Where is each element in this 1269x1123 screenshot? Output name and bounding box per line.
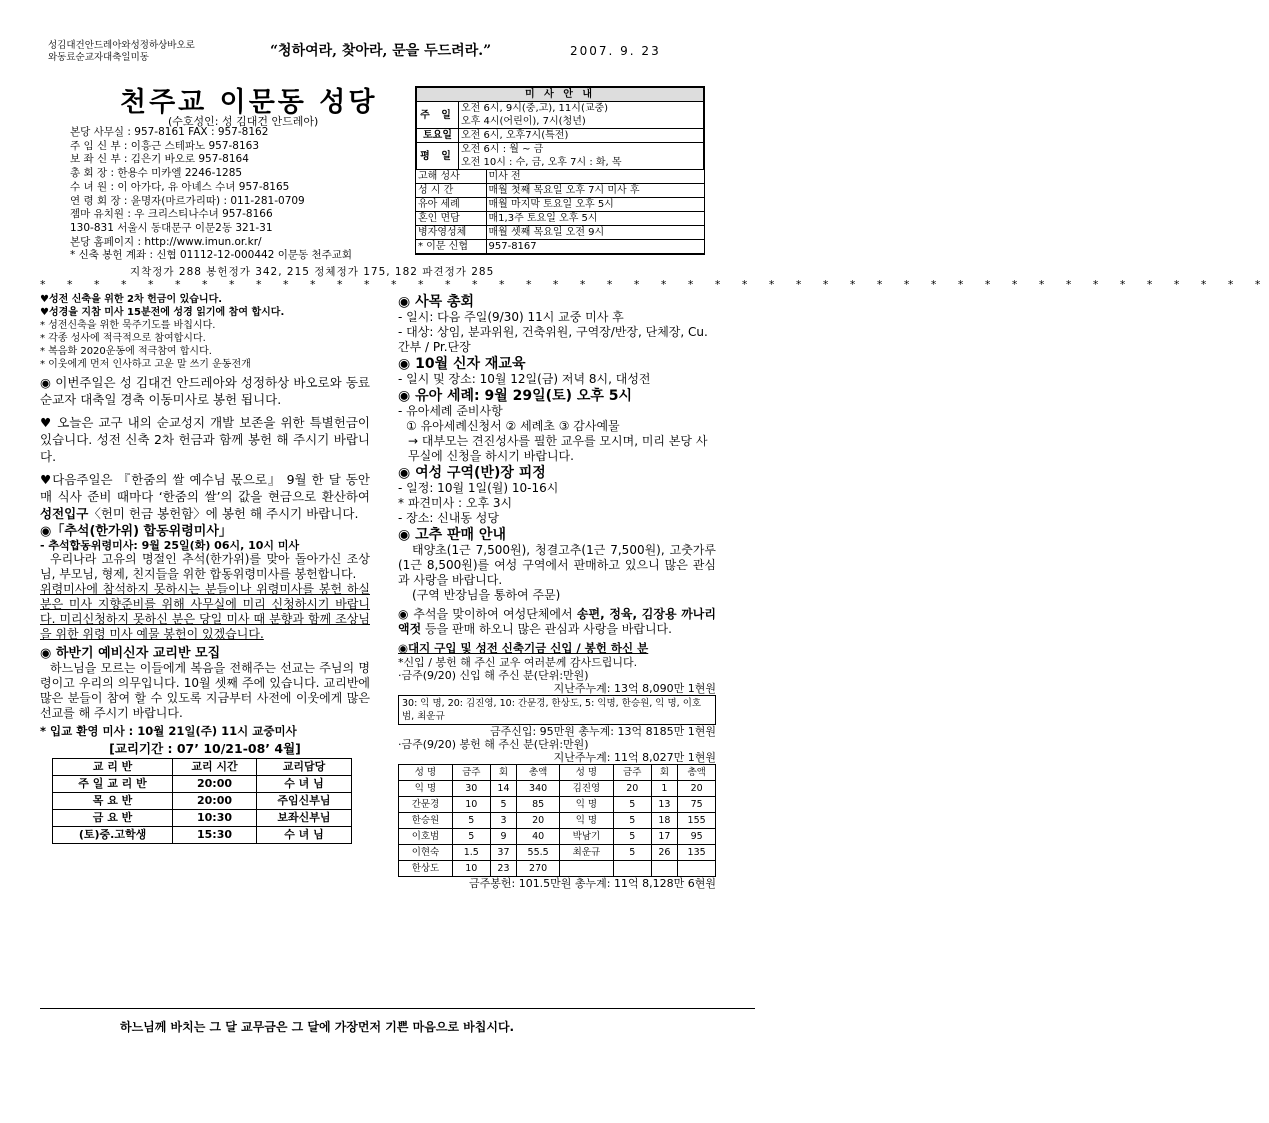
table-cell: 5 (452, 829, 490, 845)
star-divider: * * * * * * * * * * * * * * * * * * * * * * * * * * * * * * * * * * * * * * * * * * * * * * (40, 278, 1269, 291)
info-line: 총 회 장 : 한용수 미카엘 2246-1285 (70, 167, 243, 180)
rice-offering-paragraph (40, 471, 370, 522)
text-line: ① 유아세례신청서 ② 세례초 ③ 감사예물 (406, 419, 620, 433)
reeducation-title: ◉ 10월 신자 재교육 (398, 356, 526, 372)
column-header: 성 명 (399, 765, 453, 781)
footer-rule (40, 1008, 755, 1009)
mass-time: 오전 6시, 오후7시(특전) (459, 129, 704, 143)
church-info (70, 126, 415, 263)
info-line: 본당 사무실 : 957-8161 FAX : 957-8162 (70, 126, 269, 138)
welcome-mass: * 입교 환영 미사 : 10월 21일(주) 11시 교중미사 (40, 724, 297, 738)
text-line: - 대상: 상임, 분과위원, 건축위원, 구역장/반장, 단체장, Cu.간부 / Pr.단장 (398, 325, 708, 354)
text-line: - 일시 및 장소: 10월 12일(금) 저녁 8시, 대성전 (398, 372, 651, 386)
table-cell: 1 (651, 781, 678, 797)
table-cell: 85 (517, 797, 560, 813)
table-row (53, 810, 352, 827)
table-cell: 55.5 (517, 845, 560, 861)
table-cell: 40 (517, 829, 560, 845)
bullet: * 성전신축을 위한 묵주기도를 바칩시다. (40, 320, 216, 331)
table-cell: 23 (490, 861, 517, 877)
table-cell: 10:30 (173, 810, 257, 827)
sacrament-label: 병자영성체 (416, 226, 486, 240)
table-row (399, 797, 716, 813)
table-cell: 17 (651, 829, 678, 845)
table-cell (613, 861, 651, 877)
donor-list-box: 30: 익 명, 20: 김진영, 10: 간문경, 한상도, 5: 익명, 한승원, 익 명, 이호범, 최운규 (398, 695, 716, 725)
mass-schedule-title: 미 사 안 내 (417, 88, 704, 102)
sacrament-time: 매월 셋째 목요일 오전 9시 (486, 226, 704, 240)
column-header: 교리담당 (256, 759, 351, 776)
fund-title: ◉대지 구입 및 성전 신축기금 신입 / 봉헌 하신 분 (398, 641, 649, 655)
table-cell: 37 (490, 845, 517, 861)
table-row (399, 813, 716, 829)
sacrament-label: 혼인 면담 (416, 212, 486, 226)
pepper-paragraph: 태양초(1근 7,500원), 청결고추(1근 7,500원), 고춧가루(1근 8,500원)를 여성 구역에서 판매하고 있으니 많은 관심과 사랑을 바랍니다. (398, 543, 716, 587)
info-line: 130-831 서울시 동대문구 이문2동 321-31 (70, 221, 273, 234)
notice-title-2: ♥성경을 지참 미사 15분전에 성경 읽기에 참여 합시다. (40, 307, 285, 318)
feast-paragraph: ◉ 이번주일은 성 김대건 안드레아와 성정하상 바오로와 동료 순교자 대축일 경축 이동미사로 봉헌 됩니다. (40, 375, 370, 407)
sacrament-row (416, 198, 704, 212)
text-line: → 대부모는 견진성사를 필한 교우를 모시며, 미리 본당 사무실에 신청을 하시기 바랍니다. (408, 434, 708, 463)
table-cell: 135 (678, 845, 716, 861)
sale-items: 송편, 정육, 김장용 까나리 액젓 (398, 607, 716, 636)
attendance-tally: 지착정가 288 봉헌정가 342, 215 정체정가 175, 182 파견정가 285 (130, 266, 495, 278)
sacrament-row (416, 226, 704, 240)
text-span: 등을 판매 하오니 많은 관심과 사랑을 바랍니다. (421, 622, 672, 636)
table-cell (678, 861, 716, 877)
text-line: - 일시: 다음 주일(9/30) 11시 교중 미사 후 (398, 310, 624, 324)
chuseok-notice: 위령미사에 참석하지 못하시는 분들이나 위령미사를 봉헌 하실 분은 미사 지향준비를 위해 사무실에 미리 신청하시기 바랍니다. 미리신청하지 못하신 분은 당일 미사 때 분향과 함께 조상님을 위한 위령 미사 예물 봉헌이 있겠습니다. (40, 582, 370, 641)
sacrament-time: 매월 마지막 토요일 오후 5시 (486, 198, 704, 212)
info-line: 수 녀 원 : 이 아가다, 유 아녜스 수녀 957-8165 (70, 180, 290, 193)
chuseok-title: ◉「추석(한가위) 합동위령미사」 (40, 524, 232, 539)
mass-schedule (415, 86, 705, 255)
table-row (399, 781, 716, 797)
bullet: * 각종 성사에 적극적으로 참여합시다. (40, 333, 206, 344)
table-cell: 간문경 (399, 797, 453, 813)
table-cell: 20:00 (173, 776, 257, 793)
table-cell: 95 (678, 829, 716, 845)
table-cell: 10 (452, 797, 490, 813)
text-line: ·금주(9/20) 신입 해 주신 분(단위:만원) (398, 669, 589, 682)
sacrament-row (416, 170, 704, 184)
bulletin-date: 2007. 9. 23 (570, 44, 661, 58)
table-cell: 5 (452, 813, 490, 829)
table-cell: 26 (651, 845, 678, 861)
table-row (53, 827, 352, 844)
table-row (399, 829, 716, 845)
sacrament-row (416, 184, 704, 198)
table-cell: 13 (651, 797, 678, 813)
table-row (53, 793, 352, 810)
table-cell: 5 (613, 813, 651, 829)
table-cell: 최운규 (559, 845, 613, 861)
table-cell: 20 (678, 781, 716, 797)
offering-table (398, 764, 716, 877)
left-column (40, 293, 370, 844)
sacrament-label: 유아 세례 (416, 198, 486, 212)
chuseok-sale-paragraph (398, 607, 716, 637)
table-cell: 목 요 반 (53, 793, 173, 810)
chuseok-subtitle: - 추석합동위령미사: 9월 25일(화) 06시, 10시 미사 (40, 539, 300, 552)
text-line: (구역 반장님을 통하여 주문) (412, 588, 561, 602)
table-cell: (토)중.고학생 (53, 827, 173, 844)
table-header-row (399, 765, 716, 781)
notice-title-1: ♥성전 신축을 위한 2차 헌금이 있습니다. (40, 294, 223, 305)
sacrament-time: 957-8167 (486, 240, 704, 254)
info-line: 연 령 회 장 : 윤명자(마르가리따) : 011-281-0709 (70, 194, 305, 207)
column-header: 회 (490, 765, 517, 781)
text-line: - 장소: 신내동 성당 (398, 511, 499, 525)
table-cell: 155 (678, 813, 716, 829)
mass-time: 오전 6시 : 월 ~ 금 (461, 144, 544, 155)
sacrament-label: 성 시 간 (416, 184, 486, 198)
table-cell: 340 (517, 781, 560, 797)
footer-message: 하느님께 바치는 그 달 교무금은 그 달에 가장먼저 기쁜 마음으로 바칩시다. (120, 1020, 515, 1034)
text-span: ◉ 추석을 맞이하여 여성단체에서 (398, 607, 577, 621)
feast-name (48, 40, 258, 64)
feast-line-2: 와동료순교자대축일미동 (48, 52, 149, 63)
sacrament-row (416, 240, 704, 254)
table-cell: 15:30 (173, 827, 257, 844)
catechism-table (52, 758, 352, 844)
table-cell: 주임신부님 (256, 793, 351, 810)
prior-total: 지난주누계: 11억 8,027만 1현원 (553, 751, 716, 764)
rice-text-end: 〈헌미 헌금 봉헌함〉에 봉헌 해 주시기 바랍니다. (88, 506, 359, 521)
mass-time: 오전 10시 : 수, 금, 오후 7시 : 화, 목 (461, 157, 622, 168)
table-row (53, 776, 352, 793)
chuseok-paragraph: 우리나라 고유의 명절인 추석(한가위)를 맞아 돌아가신 조상님, 부모님, 형제, 친지들을 위한 합동위령미사를 봉헌합니다. (40, 552, 370, 581)
infant-baptism-title: ◉ 유아 세례: 9월 29일(토) 오후 5시 (398, 388, 633, 404)
table-cell: 14 (490, 781, 517, 797)
table-cell (559, 861, 613, 877)
text-line: - 일정: 10월 1일(월) 10-16시 (398, 481, 559, 495)
church-name: 천주교 이문동 성당 (120, 87, 378, 118)
table-cell: 30 (452, 781, 490, 797)
table-cell: 20 (613, 781, 651, 797)
mass-time: 오후 4시(어린이), 7시(청년) (461, 116, 586, 127)
column-header: 금주 (452, 765, 490, 781)
text-line: ·금주(9/20) 봉헌 해 주신 분(단위:만원) (398, 738, 589, 751)
table-cell: 익 명 (559, 797, 613, 813)
week-total: 금주신입: 95만원 총누계: 13억 8185만 1현원 (489, 725, 716, 738)
table-cell: 75 (678, 797, 716, 813)
pastoral-meeting-title: ◉ 사목 총회 (398, 294, 475, 310)
table-cell: 주 일 교 리 반 (53, 776, 173, 793)
text-line: * 파견미사 : 오후 3시 (398, 496, 513, 510)
table-cell: 익 명 (559, 813, 613, 829)
prior-total: 지난주누계: 13억 8,090만 1현원 (553, 682, 716, 695)
table-row (399, 861, 716, 877)
rice-text: ♥다음주일은 『한줌의 쌀 예수님 몫으로』 9월 한 달 동안 매 식사 준비 때마다 ‘한줌의 쌀’의 값을 현금으로 환산하여 (40, 472, 370, 504)
table-cell: 한상도 (399, 861, 453, 877)
table-cell (651, 861, 678, 877)
table-cell: 1.5 (452, 845, 490, 861)
info-line: 주 임 신 부 : 이흥근 스테파노 957-8163 (70, 139, 260, 152)
column-header: 금주 (613, 765, 651, 781)
retreat-title: ◉ 여성 구역(반)장 피정 (398, 465, 546, 481)
special-collection-paragraph: ♥ 오늘은 교구 내의 순교성지 개발 보존을 위한 특별헌금이 있습니다. 성전 신축 2차 헌금과 함께 봉헌 해 주시기 바랍니다. (40, 415, 370, 464)
right-column (398, 293, 716, 890)
table-cell: 수 녀 님 (256, 827, 351, 844)
table-cell: 9 (490, 829, 517, 845)
info-line: 젬마 유치원 : 우 크리스티나수녀 957-8166 (70, 208, 273, 221)
mass-label-sunday: 주 일 (417, 102, 459, 129)
mass-label-weekday: 평 일 (417, 143, 459, 170)
sacrament-label: * 이문 신협 (416, 240, 486, 254)
bullet: * 복음화 2020운동에 적극참여 합시다. (40, 346, 212, 357)
mass-label-saturday: 토요일 (417, 129, 459, 143)
sacrament-time: 미사 전 (486, 170, 704, 184)
table-cell: 5 (613, 797, 651, 813)
offering-total: 금주봉헌: 101.5만원 총누계: 11억 8,128만 6현원 (468, 877, 716, 890)
column-header: 총액 (517, 765, 560, 781)
table-cell: 5 (613, 845, 651, 861)
table-cell: 20 (517, 813, 560, 829)
table-cell: 금 요 반 (53, 810, 173, 827)
patron-saint: (수호성인: 성 김대건 안드레아) (168, 115, 319, 128)
feast-line-1: 성김대건안드레아와성정하상바오로 (48, 40, 195, 51)
sacrament-row (416, 212, 704, 226)
bullet: * 이웃에게 먼저 인사하고 고운 말 쓰기 운동전개 (40, 359, 251, 370)
info-line: 본당 홈페이지 : http://www.imun.or.kr/ (70, 235, 262, 248)
table-cell: 3 (490, 813, 517, 829)
text-line: *신입 / 봉헌 해 주신 교우 여러분께 감사드립니다. (398, 656, 638, 669)
table-cell: 5 (613, 829, 651, 845)
table-cell: 한승원 (399, 813, 453, 829)
catechism-period: [교리기간 : 07’ 10/21-08’ 4월] (109, 741, 301, 756)
sacrament-label: 고해 성사 (416, 170, 486, 184)
info-line: * 신축 봉헌 계좌 : 신협 01112-12-000442 이문동 천주교회 (70, 249, 353, 262)
table-cell: 수 녀 님 (256, 776, 351, 793)
info-line: 보 좌 신 부 : 김은기 바오로 957-8164 (70, 153, 249, 166)
mass-time: 오전 6시, 9시(중,고), 11시(교중) (461, 103, 609, 114)
sacrament-schedule (416, 170, 704, 254)
table-cell: 이현숙 (399, 845, 453, 861)
table-cell: 20:00 (173, 793, 257, 810)
column-header: 성 명 (559, 765, 613, 781)
column-header: 총액 (678, 765, 716, 781)
column-header: 교리 시간 (173, 759, 257, 776)
table-cell: 익 명 (399, 781, 453, 797)
table-cell: 김진영 (559, 781, 613, 797)
column-header: 회 (651, 765, 678, 781)
column-header: 교 리 반 (53, 759, 173, 776)
table-cell: 보좌신부님 (256, 810, 351, 827)
text-line: - 유아세례 준비사항 (398, 404, 503, 418)
table-cell: 이호범 (399, 829, 453, 845)
pepper-sale-title: ◉ 고추 판매 안내 (398, 527, 506, 543)
header-quote: “청하여라, 찾아라, 문을 두드려라.” (270, 43, 492, 59)
sacrament-time: 매월 첫째 목요일 오후 7시 미사 후 (486, 184, 704, 198)
table-row (399, 845, 716, 861)
catechism-paragraph: 하느님을 모르는 이들에게 복음을 전해주는 선교는 주님의 명령이고 우리의 의무입니다. 10월 셋째 주에 있습니다. 교리반에 많은 분들이 참여 할 수 있도록 지금부터 사전에 이웃에게 많은 선교를 해 주시기 바랍니다. (40, 661, 370, 720)
rice-emph: 성전입구 (40, 506, 89, 521)
table-cell: 박남기 (559, 829, 613, 845)
table-cell: 270 (517, 861, 560, 877)
sacrament-time: 매1,3주 토요일 오후 5시 (486, 212, 704, 226)
table-cell: 5 (490, 797, 517, 813)
table-cell: 18 (651, 813, 678, 829)
catechism-title: ◉ 하반기 예비신자 교리반 모집 (40, 646, 221, 661)
table-cell: 10 (452, 861, 490, 877)
